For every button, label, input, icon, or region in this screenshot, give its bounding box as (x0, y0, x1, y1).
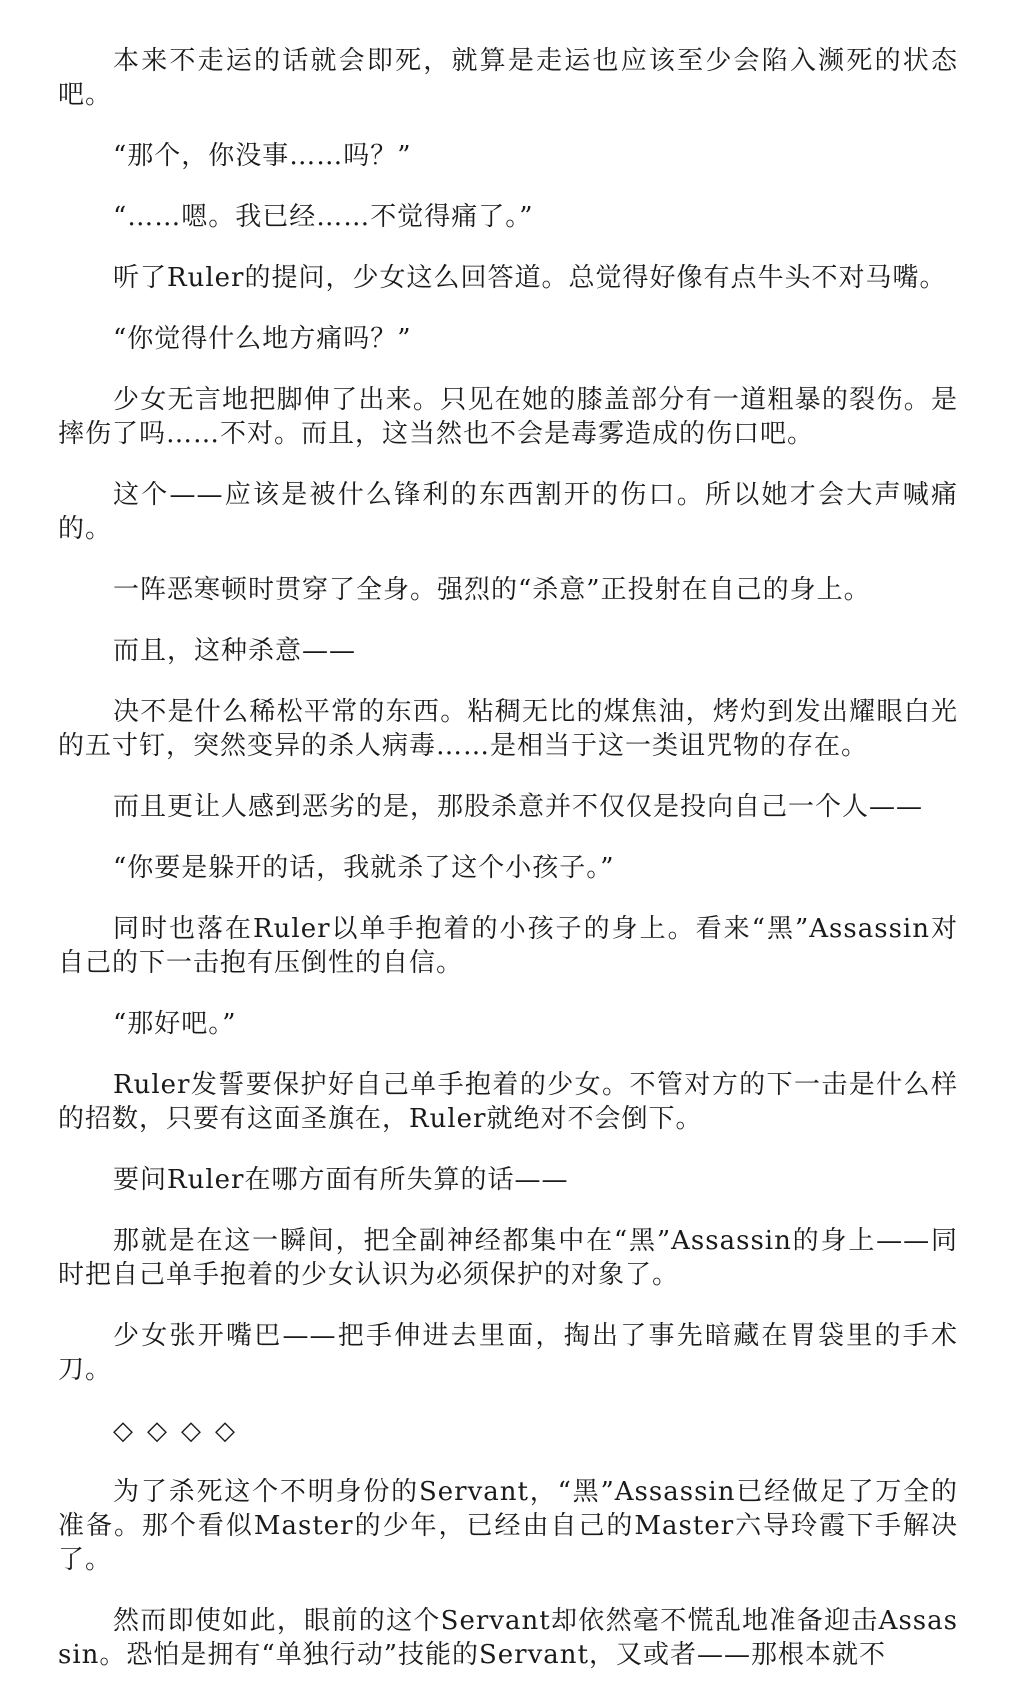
paragraph-10: 决不是什么稀松平常的东西。粘稠无比的煤焦油，烤灼到发出耀眼白光的五寸钉，突然变异的杀人病毒……是相当于这一类诅咒物的存在。 (58, 697, 958, 761)
paragraph-7: 这个——应该是被什么锋利的东西割开的伤口。所以她才会大声喊痛的。 (58, 480, 958, 544)
paragraph-1: 本来不走运的话就会即死，就算是走运也应该至少会陷入濒死的状态吧。 (58, 46, 958, 110)
paragraph-9: 而且，这种杀意—— (113, 636, 357, 666)
paragraph-4: 听了Ruler的提问，少女这么回答道。总觉得好像有点牛头不对马嘴。 (113, 263, 947, 293)
paragraph-6: 少女无言地把脚伸了出来。只见在她的膝盖部分有一道粗暴的裂伤。是摔伤了吗……不对。而且，这当然也不会是毒雾造成的伤口吧。 (58, 385, 958, 449)
paragraph-5: “你觉得什么地方痛吗？” (113, 324, 412, 354)
paragraph-20: 然而即使如此，眼前的这个Servant却依然毫不慌乱地准备迎击Assassin。恐怕是拥有“单独行动”技能的Servant，又或者——那根本就不 (58, 1606, 958, 1670)
paragraph-8: 一阵恶寒顿时贯穿了全身。强烈的“杀意”正投射在自己的身上。 (113, 575, 871, 605)
paragraph-2: “那个，你没事……吗？” (113, 141, 412, 171)
paragraph-12: “你要是躲开的话，我就杀了这个小孩子。” (113, 853, 615, 883)
paragraph-18: 少女张开嘴巴——把手伸进去里面，掏出了事先暗藏在胃袋里的手术刀。 (58, 1321, 958, 1385)
paragraph-3: “……嗯。我已经……不觉得痛了。” (113, 202, 534, 232)
paragraph-16: 要问Ruler在哪方面有所失算的话—— (113, 1165, 569, 1195)
paragraph-15: Ruler发誓要保护好自己单手抱着的少女。不管对方的下一击是什么样的招数，只要有这面圣旗在，Ruler就绝对不会倒下。 (58, 1070, 958, 1134)
paragraph-19: 为了杀死这个不明身份的Servant，“黑”Assassin已经做足了万全的准备。那个看似Master的少年，已经由自己的Master六导玲霞下手解决了。 (58, 1477, 958, 1575)
paragraph-14: “那好吧。” (113, 1009, 237, 1039)
paragraph-17: 那就是在这一瞬间，把全副神经都集中在“黑”Assassin的身上——同时把自己单手抱着的少女认识为必须保护的对象了。 (58, 1226, 958, 1290)
paragraph-13: 同时也落在Ruler以单手抱着的小孩子的身上。看来“黑”Assassin对自己的下一击抱有压倒性的自信。 (58, 914, 958, 978)
paragraph-11: 而且更让人感到恶劣的是，那股杀意并不仅仅是投向自己一个人—— (113, 792, 924, 822)
section-separator: ◇◇◇◇ (113, 1416, 249, 1446)
